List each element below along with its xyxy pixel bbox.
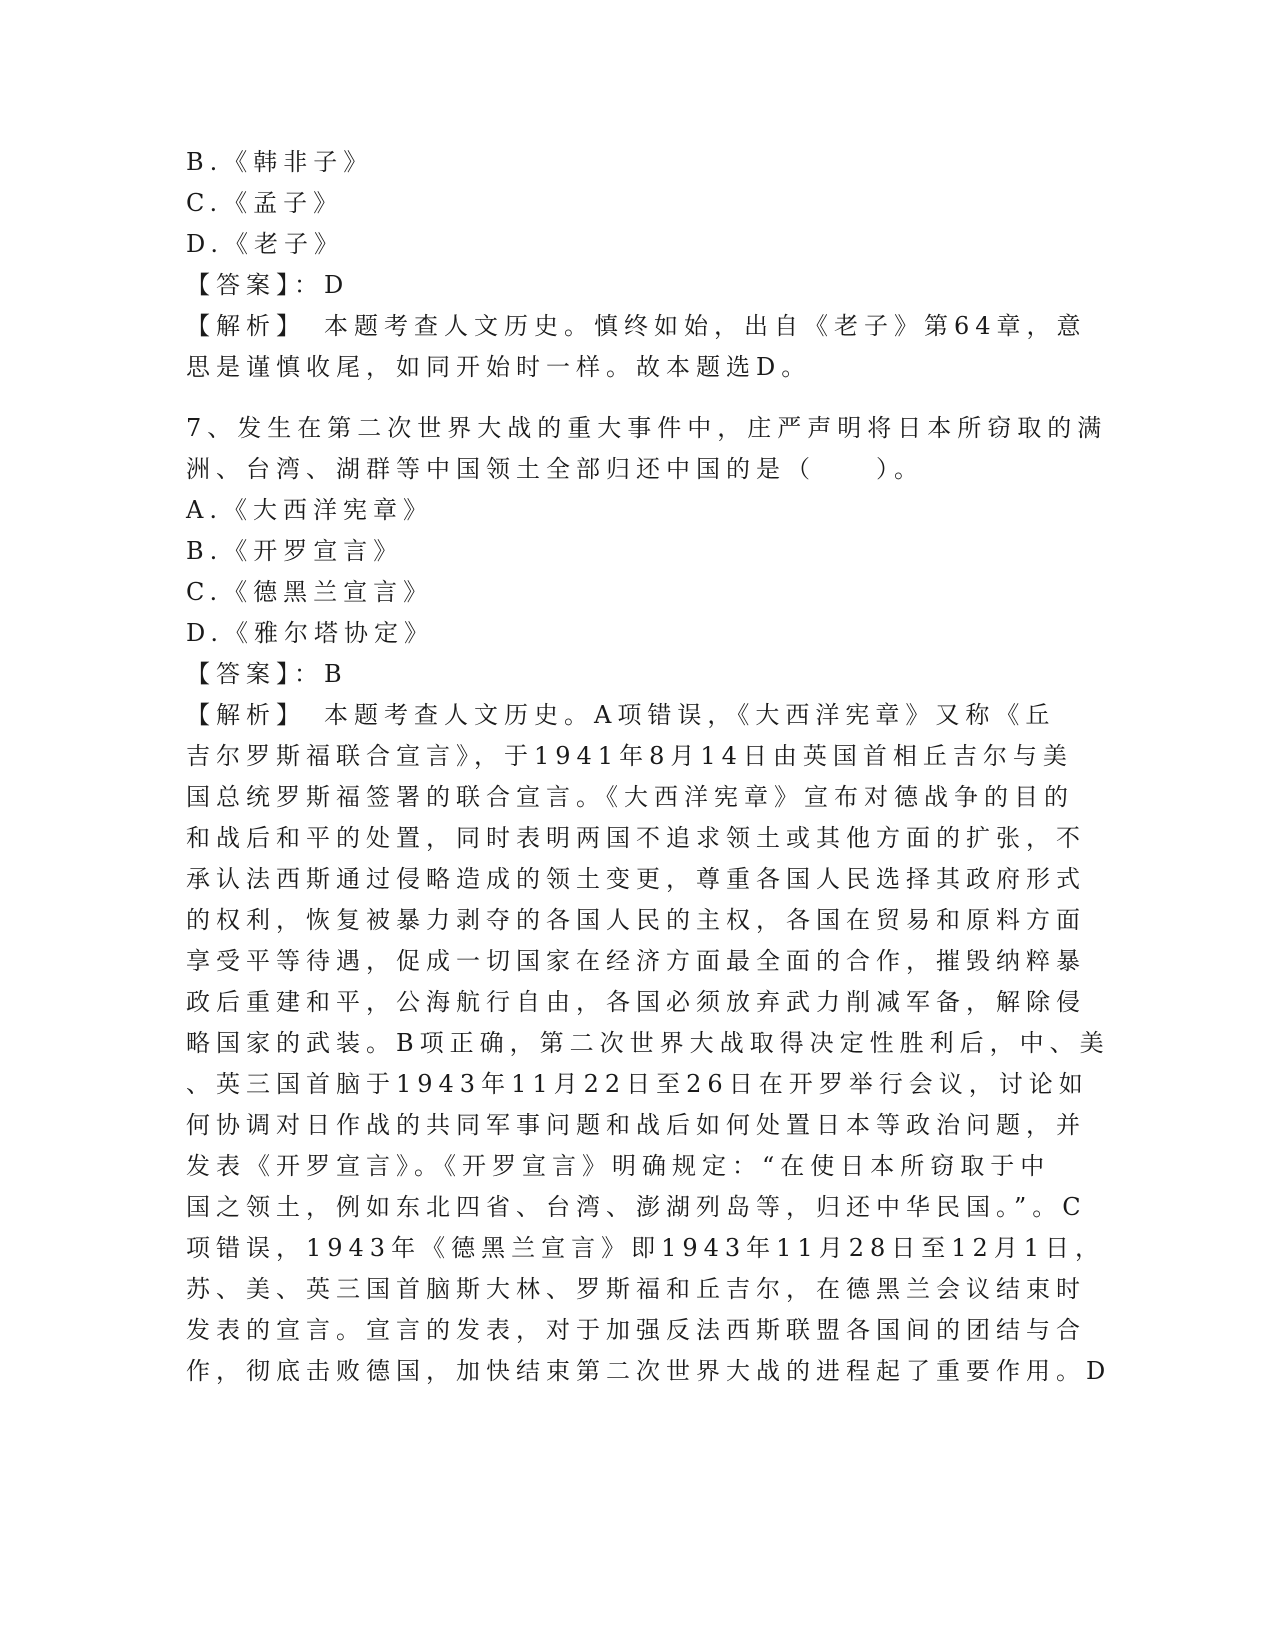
q6-option-b: B.《韩非子》: [186, 148, 374, 176]
q7-analysis-line: 承认法西斯通过侵略造成的领土变更，尊重各国人民选择其政府形式: [186, 865, 1086, 893]
q7-analysis-line: 作，彻底击败德国，加快结束第二次世界大战的进程起了重要作用。D: [186, 1357, 1112, 1385]
q6-option-d: D.《老子》: [186, 230, 345, 258]
q7-analysis-line: 【解析】 本题考查人文历史。A项错误，《大西洋宪章》又称《丘: [186, 701, 1056, 729]
q6-analysis-line: 【解析】 本题考查人文历史。慎终如始，出自《老子》第64章，意: [186, 312, 1087, 340]
q7-analysis-line: 吉尔罗斯福联合宣言》，于1941年8月14日由英国首相丘吉尔与美: [186, 742, 1073, 770]
q7-analysis-line: 发表《开罗宣言》。《开罗宣言》明确规定：“在使日本所窃取于中: [186, 1152, 1051, 1180]
q7-option-c: C.《德黑兰宣言》: [186, 578, 434, 606]
q6-option-c: C.《孟子》: [186, 189, 344, 217]
q7-analysis-line: 国总统罗斯福签署的联合宣言。《大西洋宪章》宣布对德战争的目的: [186, 783, 1074, 811]
q7-stem-line: 洲、台湾、湖群等中国领土全部归还中国的是（ ）。: [186, 455, 924, 483]
q6-answer: 【答案】：D: [186, 271, 350, 299]
q7-analysis-line: 政后重建和平，公海航行自由，各国必须放弃武力削减军备，解除侵: [186, 988, 1086, 1016]
q7-option-a: A.《大西洋宪章》: [186, 496, 433, 524]
q7-analysis-line: 、英三国首脑于1943年11月22日至26日在开罗举行会议，讨论如: [186, 1070, 1089, 1098]
q7-analysis-line: 苏、美、英三国首脑斯大林、罗斯福和丘吉尔，在德黑兰会议结束时: [186, 1275, 1086, 1303]
q7-answer: 【答案】：B: [186, 660, 348, 688]
q7-analysis-line: 国之领土，例如东北四省、台湾、澎湖列岛等，归还中华民国。”。C: [186, 1193, 1087, 1221]
q7-stem-line: 7、发生在第二次世界大战的重大事件中，庄严声明将日本所窃取的满: [186, 414, 1108, 442]
q7-analysis-line: 发表的宣言。宣言的发表，对于加强反法西斯联盟各国间的团结与合: [186, 1316, 1086, 1344]
q7-option-b: B.《开罗宣言》: [186, 537, 404, 565]
q7-option-d: D.《雅尔塔协定》: [186, 619, 435, 647]
q7-analysis-line: 享受平等待遇，促成一切国家在经济方面最全面的合作，摧毁纳粹暴: [186, 947, 1086, 975]
q6-analysis-line: 思是谨慎收尾，如同开始时一样。故本题选D。: [186, 353, 812, 381]
q7-analysis-line: 略国家的武装。B项正确，第二次世界大战取得决定性胜利后，中、美: [186, 1029, 1110, 1057]
q7-analysis-line: 何协调对日作战的共同军事问题和战后如何处置日本等政治问题，并: [186, 1111, 1086, 1139]
q7-analysis-line: 项错误，1943年《德黑兰宣言》即1943年11月28日至12月1日，: [186, 1234, 1106, 1262]
q7-analysis-line: 的权利，恢复被暴力剥夺的各国人民的主权，各国在贸易和原料方面: [186, 906, 1086, 934]
q7-analysis-line: 和战后和平的处置，同时表明两国不追求领土或其他方面的扩张，不: [186, 824, 1086, 852]
